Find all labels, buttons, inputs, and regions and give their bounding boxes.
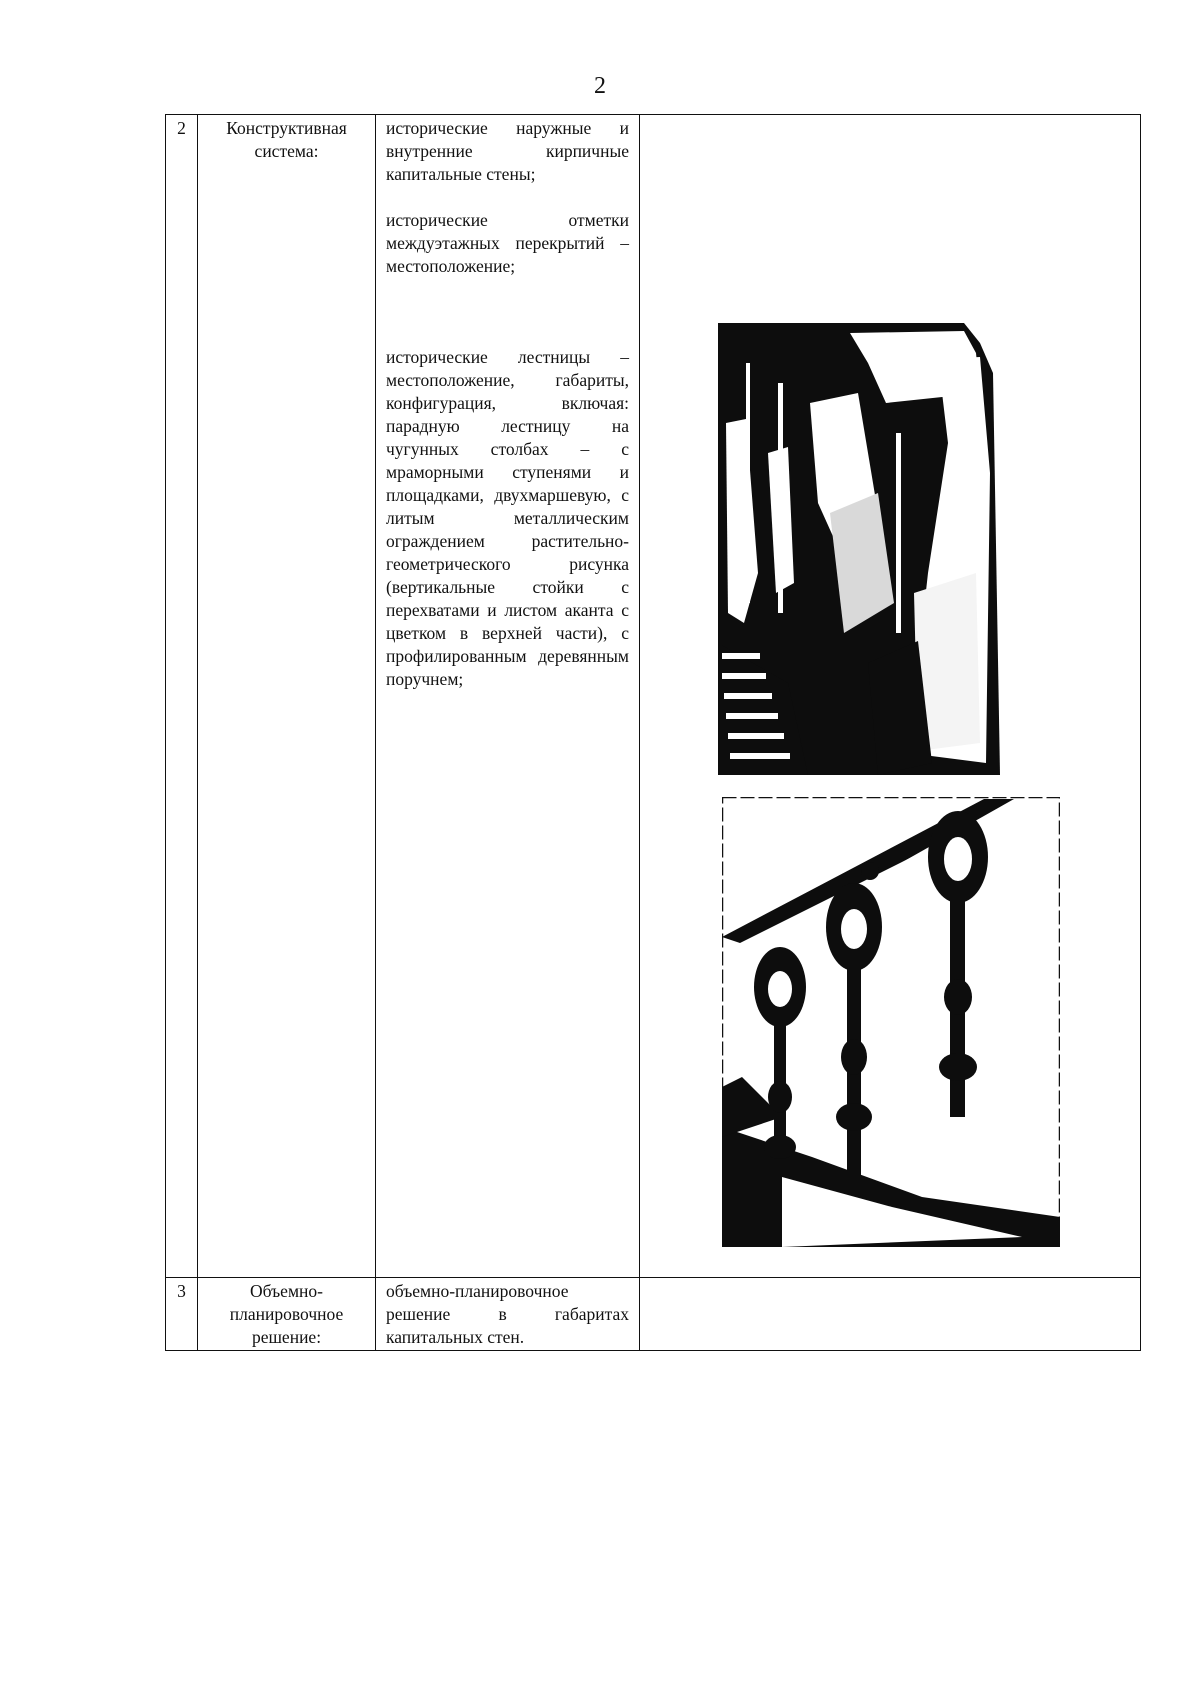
row-number: 2 — [166, 115, 198, 1278]
description-paragraph: исторические наружные и внутренние кирпичные капитальные стены; — [386, 118, 629, 184]
row-name: Конструктивная система: — [198, 115, 376, 1278]
row-photos — [640, 115, 1141, 1278]
table-row — [166, 115, 1141, 1278]
table-row — [166, 1278, 1141, 1351]
railing-photo — [722, 797, 1060, 1247]
description-paragraph: исторические лестницы – местоположение, габариты, конфигурация, включая: парадную лестницу на чугунных столбах – с мраморными ступенями и площадками, двухмаршевую, с литым металлическим ограждением растительно-геометрического рисунка (вертикальные стойки с перехватами и листом аканта с цветком в верхней части), с профилированным деревянным поручнем; — [386, 347, 629, 689]
row-description — [376, 1278, 640, 1351]
staircase-photo — [718, 323, 1030, 775]
description-paragraph: объемно-планировочное решение в габаритах капитальных стен. — [386, 1281, 629, 1347]
row-description — [376, 115, 640, 1278]
row-photos-empty — [640, 1278, 1141, 1351]
row-name: Объемно-планировочное решение: — [198, 1278, 376, 1351]
row-number: 3 — [166, 1278, 198, 1351]
page-number: 2 — [594, 73, 606, 99]
protected-items-table — [165, 114, 1141, 1351]
description-paragraph: исторические отметки междуэтажных перекрытий – местоположение; — [386, 210, 629, 276]
